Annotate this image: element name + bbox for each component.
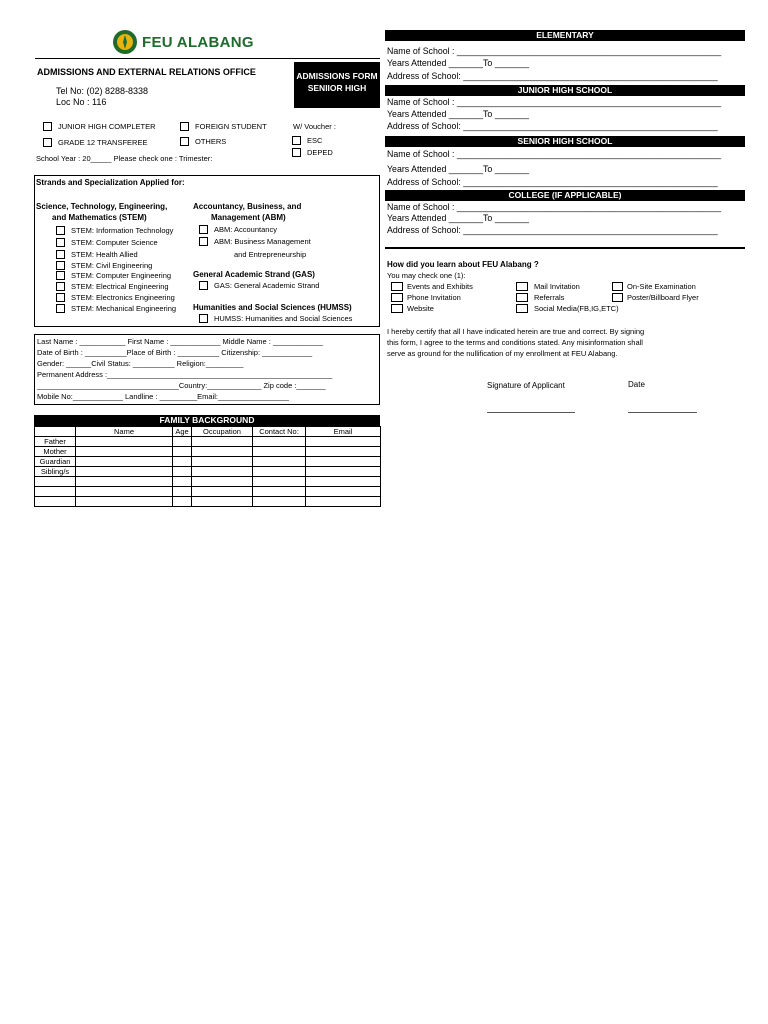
cell[interactable]	[306, 467, 381, 477]
strand-stem-mechanical[interactable]: STEM: Mechanical Engineering	[56, 303, 176, 314]
checkbox[interactable]	[56, 261, 65, 270]
college-years[interactable]: Years Attended _______To _______	[387, 213, 530, 223]
cell[interactable]	[192, 497, 253, 507]
strand-gas[interactable]: GAS: General Academic Strand	[199, 281, 319, 290]
date-label: Date	[628, 380, 645, 389]
cell[interactable]	[253, 487, 306, 497]
personal-line-country[interactable]: __________________________________Country:_____________ Zip code :_______	[37, 381, 326, 390]
family-col-email: Email	[306, 427, 381, 437]
cell[interactable]	[192, 437, 253, 447]
loc-number: Loc No : 116	[56, 97, 107, 107]
table-row	[35, 477, 381, 487]
cell[interactable]	[253, 467, 306, 477]
cell[interactable]	[306, 447, 381, 457]
learn-mail-invitation[interactable]: Mail Invitation	[516, 282, 580, 291]
cell[interactable]	[192, 487, 253, 497]
cell[interactable]	[306, 477, 381, 487]
learn-question: How did you learn about FEU Alabang ?	[387, 260, 539, 269]
signature-label: Signature of Applicant	[487, 381, 565, 390]
strand-abm-business[interactable]: ABM: Business Management	[199, 237, 311, 246]
cell[interactable]	[173, 497, 192, 507]
strand-stem-cs[interactable]: STEM: Computer Science	[56, 237, 176, 248]
learn-phone-invitation[interactable]: Phone Invitation	[391, 293, 461, 302]
family-header-row	[35, 427, 381, 437]
cell[interactable]	[76, 447, 173, 457]
checkbox[interactable]	[56, 226, 65, 235]
family-background-title: FAMILY BACKGROUND	[34, 415, 380, 426]
option-esc[interactable]: ESC	[292, 136, 322, 145]
cell[interactable]	[253, 457, 306, 467]
school-year-line: School Year : 20_____ Please check one : Trimester:	[36, 154, 213, 163]
cell[interactable]	[76, 497, 173, 507]
logo	[112, 27, 262, 57]
strand-stem-civil[interactable]: STEM: Civil Engineering	[56, 260, 176, 270]
stem-list	[56, 225, 176, 314]
cell[interactable]	[173, 487, 192, 497]
signature-line[interactable]	[487, 412, 575, 413]
checkbox[interactable]	[180, 122, 189, 131]
junior-high-years[interactable]: Years Attended _______To _______	[387, 109, 530, 119]
cell[interactable]	[173, 437, 192, 447]
checkbox[interactable]	[612, 282, 623, 291]
family-col-contact: Contact No:	[253, 427, 306, 437]
cell[interactable]	[76, 467, 173, 477]
family-col-age: Age	[173, 427, 192, 437]
abm-continuation: and Entrepreneurship	[234, 250, 307, 259]
row-label: Mother	[35, 447, 76, 457]
voucher-label: W/ Voucher :	[293, 122, 336, 131]
checkbox[interactable]	[56, 271, 65, 280]
learn-poster-billboard[interactable]: Poster/Billboard Flyer	[612, 293, 699, 302]
learn-events-exhibits[interactable]: Events and Exhibits	[391, 282, 473, 291]
stem-title-1: Science, Technology, Engineering,	[36, 202, 168, 211]
checkbox[interactable]	[199, 314, 208, 323]
college-address[interactable]: Address of School: ____________________________________________________	[387, 225, 718, 235]
elementary-school-name[interactable]: Name of School : ______________________________________________________	[387, 46, 722, 56]
office-name: ADMISSIONS AND EXTERNAL RELATIONS OFFICE	[37, 67, 256, 77]
row-label	[35, 477, 76, 487]
strand-stem-computer-eng[interactable]: STEM: Computer Engineering	[56, 270, 176, 281]
cell[interactable]	[173, 467, 192, 477]
option-deped[interactable]: DEPED	[292, 148, 333, 157]
personal-info-box	[34, 334, 380, 405]
checkbox[interactable]	[43, 122, 52, 131]
strand-stem-electronics[interactable]: STEM: Electronics Engineering	[56, 292, 176, 303]
junior-high-school-name[interactable]: Name of School : ______________________________________________________	[387, 97, 722, 107]
table-row	[35, 467, 381, 477]
row-label	[35, 487, 76, 497]
abm-title-1: Accountancy, Business, and	[193, 202, 302, 211]
checkbox[interactable]	[56, 238, 65, 247]
cell[interactable]	[76, 477, 173, 487]
checkbox[interactable]	[56, 293, 65, 302]
education-rule	[385, 247, 745, 249]
personal-line-birth[interactable]: Date of Birth : __________Place of Birth : __________ Citizenship: ____________	[37, 348, 313, 357]
cell[interactable]	[173, 477, 192, 487]
cell[interactable]	[192, 447, 253, 457]
cell[interactable]	[173, 447, 192, 457]
junior-high-address[interactable]: Address of School: ____________________________________________________	[387, 121, 718, 131]
college-school-name[interactable]: Name of School : ______________________________________________________	[387, 202, 722, 212]
checkbox[interactable]	[199, 237, 208, 246]
logo-text: FEU ALABANG	[142, 33, 254, 51]
date-line[interactable]	[628, 412, 697, 413]
strand-stem-health[interactable]: STEM: Health Allied	[56, 249, 176, 260]
checkbox[interactable]	[292, 148, 301, 157]
family-col-name: Name	[76, 427, 173, 437]
checkbox[interactable]	[56, 282, 65, 291]
family-col-blank	[35, 427, 76, 437]
cell[interactable]	[192, 457, 253, 467]
cell[interactable]	[76, 487, 173, 497]
checkbox[interactable]	[292, 136, 301, 145]
senior-high-school-name[interactable]: Name of School : ______________________________________________________	[387, 149, 722, 159]
checkbox[interactable]	[180, 137, 189, 146]
senior-high-address[interactable]: Address of School: ____________________________________________________	[387, 177, 718, 187]
header-rule	[35, 58, 380, 59]
table-row	[35, 457, 381, 467]
cell[interactable]	[306, 487, 381, 497]
form-title-line1: ADMISSIONS FORM	[296, 71, 378, 81]
elementary-address[interactable]: Address of School: ____________________________________________________	[387, 71, 718, 81]
checkbox[interactable]	[56, 250, 65, 259]
section-elementary-title: ELEMENTARY	[385, 30, 745, 41]
option-grade12-transferee[interactable]: GRADE 12 TRANSFEREE	[43, 138, 147, 147]
learn-website[interactable]: Website	[391, 304, 434, 313]
row-label	[35, 497, 76, 507]
feu-seal-icon	[112, 29, 138, 55]
strands-heading: Strands and Specialization Applied for:	[36, 178, 185, 187]
personal-line-gender[interactable]: Gender: ______Civil Status: __________ Religion:_________	[37, 359, 244, 368]
section-junior-high-title: JUNIOR HIGH SCHOOL	[385, 85, 745, 96]
section-senior-high-title: SENIOR HIGH SCHOOL	[385, 136, 745, 147]
personal-line-address[interactable]: Permanent Address :______________________________________________________	[37, 370, 333, 379]
option-junior-high-completer[interactable]: JUNIOR HIGH COMPLETER	[43, 122, 156, 131]
senior-high-years[interactable]: Years Attended _______To _______	[387, 164, 530, 174]
cell[interactable]	[192, 477, 253, 487]
learn-referrals[interactable]: Referrals	[516, 293, 564, 302]
form-title-line2: SENIIOR HIGH	[307, 83, 367, 93]
cell[interactable]	[306, 437, 381, 447]
family-col-occupation: Occupation	[192, 427, 253, 437]
strand-humss[interactable]: HUMSS: Humanities and Social Sciences	[199, 314, 352, 323]
learn-hint: You may check one (1):	[387, 271, 466, 280]
checkbox[interactable]	[43, 138, 52, 147]
checkbox[interactable]	[612, 293, 623, 302]
table-row	[35, 497, 381, 507]
certification-text	[387, 326, 644, 359]
family-table	[34, 426, 381, 507]
cell[interactable]	[306, 497, 381, 507]
cell[interactable]	[76, 457, 173, 467]
checkbox[interactable]	[516, 282, 528, 291]
humss-title: Humanities and Social Sciences (HUMSS)	[193, 303, 352, 312]
abm-title-2: Management (ABM)	[211, 213, 286, 222]
checkbox[interactable]	[516, 293, 528, 302]
personal-line-contact[interactable]: Mobile No:____________ Landline : _________Email:_________________	[37, 392, 289, 401]
table-row	[35, 447, 381, 457]
certify-line-2: this form, I agree to the terms and conditions stated. Any misinformation shall	[387, 338, 643, 347]
strand-stem-it[interactable]: STEM: Information Technology	[56, 225, 176, 236]
cell[interactable]	[173, 457, 192, 467]
cell[interactable]	[253, 437, 306, 447]
learn-onsite-exam[interactable]: On-Site Examination	[612, 282, 696, 291]
gas-title: General Academic Strand (GAS)	[193, 270, 315, 279]
certify-line-3: serve as ground for the nullification of my enrollment at FEU Alabang.	[387, 349, 618, 358]
row-label: Father	[35, 437, 76, 447]
certify-line-1: I hereby certify that all I have indicated herein are true and correct. By signing	[387, 327, 645, 336]
row-label: Sibling/s	[35, 467, 76, 477]
cell[interactable]	[253, 477, 306, 487]
personal-line-name[interactable]: Last Name : ___________ First Name : ____________ Middle Name : ____________	[37, 337, 324, 346]
tel-number: Tel No: (02) 8288-8338	[56, 86, 149, 96]
checkbox[interactable]	[391, 282, 403, 291]
table-row	[35, 437, 381, 447]
cell[interactable]	[306, 457, 381, 467]
checkbox[interactable]	[56, 304, 65, 313]
cell[interactable]	[192, 467, 253, 477]
learn-social-media[interactable]: Social Media(FB,IG,ETC)	[516, 304, 619, 313]
table-row	[35, 487, 381, 497]
option-others[interactable]: OTHERS	[180, 137, 226, 146]
checkbox[interactable]	[391, 304, 403, 313]
row-label: Guardian	[35, 457, 76, 467]
cell[interactable]	[253, 447, 306, 457]
elementary-years[interactable]: Years Attended _______To _______	[387, 58, 530, 68]
checkbox[interactable]	[199, 281, 208, 290]
checkbox[interactable]	[391, 293, 403, 302]
form-title-box	[294, 62, 380, 108]
stem-title-2: and Mathematics (STEM)	[52, 213, 147, 222]
option-foreign-student[interactable]: FOREIGN STUDENT	[180, 122, 267, 131]
cell[interactable]	[76, 437, 173, 447]
strand-abm-accountancy[interactable]: ABM: Accountancy	[199, 225, 277, 234]
strand-stem-electrical[interactable]: STEM: Electrical Engineering	[56, 281, 176, 292]
checkbox[interactable]	[516, 304, 528, 313]
checkbox[interactable]	[199, 225, 208, 234]
cell[interactable]	[253, 497, 306, 507]
section-college-title: COLLEGE (IF APPLICABLE)	[385, 190, 745, 201]
